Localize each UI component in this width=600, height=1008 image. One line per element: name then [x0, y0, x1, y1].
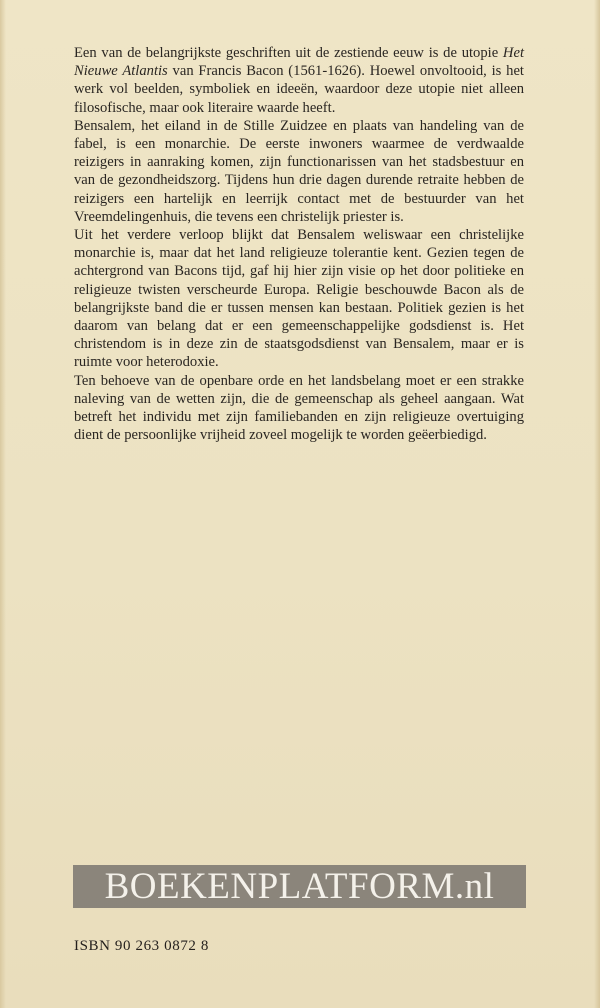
blurb-paragraph-1-rest: van Francis Bacon (1561-1626). Hoewel onvoltooid, is het werk vol beelden, symboliek en ideeën, waardoor deze utopie niet alleen filosofische, maar ook literaire waarde heeft. [74, 63, 524, 116]
blurb-paragraph-1-intro: Een van de belangrijkste geschriften uit de zestiende eeuw is de utopie [74, 45, 503, 61]
blurb-paragraph-2: Bensalem, het eiland in de Stille Zuidzee en plaats van handeling van de fabel, is een monarchie. De eerste inwoners waarmee de verdwaalde reizigers in aanraking komen, zijn functionarissen van het stadsbestuur en van de gezondheidszorg. Tijdens hun drie dagen durende retraite hebben de reizigers een hartelijk en leerrijk contact met de bestuurder van het Vreemdelingenhuis, die tevens een christelijk priester is. [74, 117, 524, 225]
watermark-banner [73, 865, 526, 908]
page-edge-left [0, 0, 6, 1008]
blurb-paragraph-1 [74, 44, 524, 117]
blurb-paragraph-3: Uit het verdere verloop blijkt dat Bensalem weliswaar een christelijke monarchie is, maar dat het land religieuze tolerantie kent. Gezien tegen de achtergrond van Bacons tijd, gaf hij hier zijn visie op het door politieke en religieuze twisten verscheurde Europa. Religie beschouwde Bacon als de belangrijkste band die er tussen mensen kan bestaan. Politiek gezien is het daarom van belang dat er een gemeenschappelijke godsdienst is. Het christendom is in deze zin de staatsgodsdienst van Bensalem, maar er is ruimte voor heterodoxie. [74, 227, 524, 371]
blurb-text [74, 44, 524, 444]
page-edge-right [594, 0, 600, 1008]
watermark-text: BOEKENPLATFORM.nl [104, 866, 495, 907]
blurb-paragraph-4: Ten behoeve van de openbare orde en het landsbelang moet er een strakke naleving van de wetten zijn, die de gemeenschap als geheel aangaan. Wat betreft het individu met zijn familiebanden en zijn religieuze overtuiging dient de persoonlijke vrijheid zoveel mogelijk te worden geëerbiedigd. [74, 372, 524, 444]
isbn-number: ISBN 90 263 0872 8 [74, 938, 209, 954]
book-title-italic: Het Nieuwe Atlantis [74, 45, 524, 80]
